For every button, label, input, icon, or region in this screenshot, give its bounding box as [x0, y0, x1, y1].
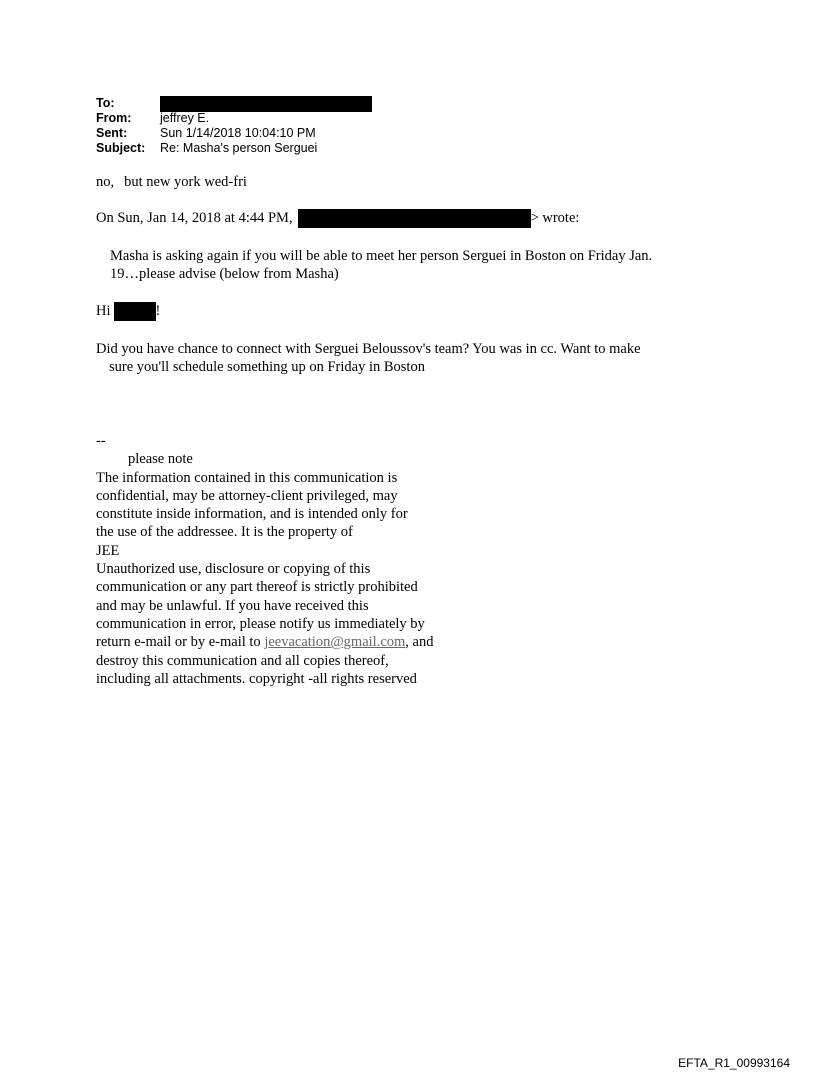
return-prefix: return e-mail or by e-mail to [96, 634, 265, 651]
disclaimer-line: JEE [96, 542, 120, 559]
subject-label: Subject: [96, 141, 146, 155]
quoted-intro-suffix: > wrote: [530, 210, 580, 226]
disclaimer-line: destroy this communication and all copies thereof, [96, 652, 389, 669]
redaction-bar [160, 96, 372, 112]
subject-value: Re: Masha's person Serguei [160, 141, 318, 155]
document-id: EFTA_R1_00993164 [678, 1056, 790, 1070]
sent-row [96, 126, 372, 141]
disclaimer-line: communication or any part thereof is strictly prohibited [96, 579, 418, 596]
sent-value: Sun 1/14/2018 10:04:10 PM [160, 126, 316, 140]
disclaimer-line: Unauthorized use, disclosure or copying of this [96, 561, 371, 578]
from-label: From: [96, 111, 132, 125]
to-label: To: [96, 96, 115, 110]
greeting [96, 302, 160, 321]
reply-part2: but new york wed-fri [124, 174, 247, 190]
quote-line-1: Masha is asking again if you will be able to meet her person Serguei in Boston on Friday Jan. [110, 248, 653, 264]
quoted-message [110, 247, 730, 283]
message-line-1: Did you have chance to connect with Serguei Beloussov's team? You was in cc. Want to make [96, 341, 641, 357]
disclaimer-line: the use of the addressee. It is the property of [96, 524, 353, 541]
disclaimer-line: and may be unlawful. If you have received this [96, 597, 369, 614]
reply-text [96, 174, 247, 191]
disclaimer-line: The information contained in this communication is [96, 469, 398, 486]
forwarded-message [96, 340, 716, 376]
return-suffix: , and [405, 634, 434, 651]
disclaimer-line: including all attachments. copyright -all rights reserved [96, 670, 417, 687]
disclaimer-line: confidential, may be attorney-client privileged, may [96, 487, 398, 504]
reply-part1: no, [96, 174, 115, 190]
from-row [96, 111, 372, 126]
email-link[interactable]: jeevacation@gmail.com [264, 634, 406, 651]
signature-dashes: -- [96, 433, 106, 449]
disclaimer-email-line [96, 633, 516, 651]
disclaimer-line: constitute inside information, and is intended only for [96, 506, 408, 523]
signature-block [96, 432, 516, 688]
greeting-prefix: Hi [96, 303, 111, 319]
greeting-suffix: ! [155, 303, 161, 319]
quoted-intro-prefix: On Sun, Jan 14, 2018 at 4:44 PM, [96, 210, 293, 226]
email-header [96, 96, 372, 156]
from-value: jeffrey E. [160, 111, 210, 125]
disclaimer-line: communication in error, please notify us immediately by [96, 615, 425, 632]
quoted-intro [96, 209, 579, 228]
please-note: please note [128, 451, 193, 468]
message-line-2: sure you'll schedule something up on Friday in Boston [109, 359, 425, 375]
redaction-bar [298, 209, 531, 228]
quote-line-2: 19…please advise (below from Masha) [110, 266, 339, 282]
subject-row [96, 141, 372, 156]
to-row [96, 96, 372, 111]
redaction-bar [114, 302, 156, 321]
sent-label: Sent: [96, 126, 128, 140]
